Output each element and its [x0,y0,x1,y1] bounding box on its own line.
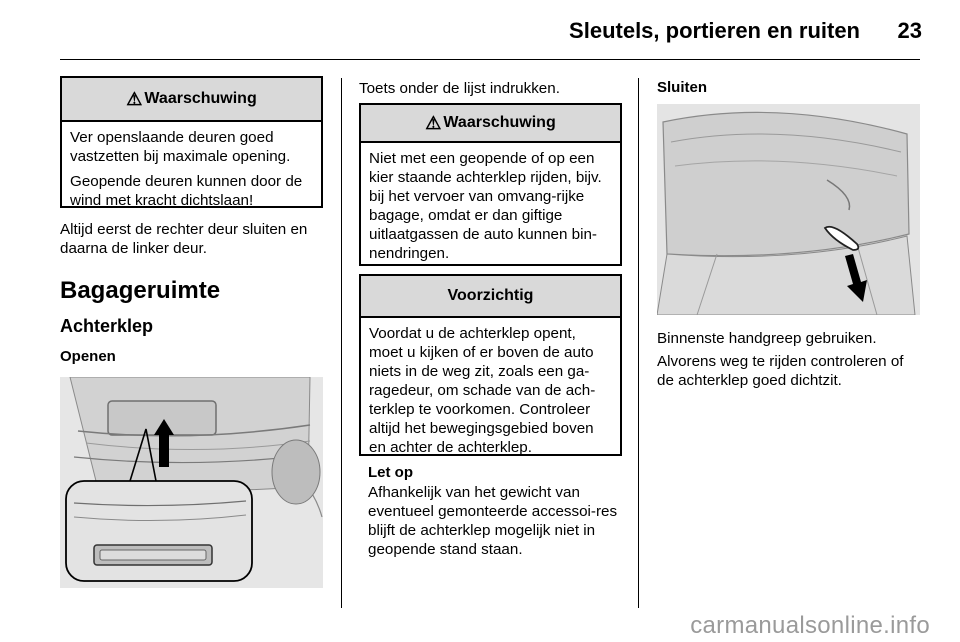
warning-box-body [361,143,620,269]
caution-box-body [361,318,620,463]
warning-title: Waarschuwing [144,90,257,107]
subheading-open: Openen [60,348,116,365]
subheading-close: Sluiten [657,79,708,96]
warning-box-header [62,78,321,122]
note-title: Let op [368,464,413,481]
caution-box [359,274,622,456]
intro-text: Toets onder de lijst indrukken. [359,80,560,97]
body-text-door-order: Altijd eerst de rechter deur sluiten en daarna de linker deur. [60,221,308,257]
note-text: Afhankelijk van het gewicht van eventueel gemonteerde accessoi-res blijft de achterklep mogelijk niet in geopende stand staan. [368,484,618,558]
tailgate-open-illustration [60,377,323,588]
subheading-tailgate: Achterklep [60,316,154,336]
warning-icon: ⚠ [425,113,442,133]
body-text-check: Alvorens weg te rijden controleren of de achterklep goed dichtzit. [657,353,904,389]
page-title: Sleutels, portieren en ruiten [569,18,860,43]
warning-box-body [62,122,321,216]
warning-box-exhaust [359,103,622,266]
warning-box-doors [60,76,323,208]
body-text-handle: Binnenste handgreep gebruiken. [657,330,877,347]
caution-paragraph: Voordat u de achterklep opent, moet u kijken of er boven de auto niets in de weg zit, zoals een ga-ragedeur, om schade van de ach-terklep te voorkomen. Controleer altijd het bewegingsgebied boven en achter de achterklep. [369,325,596,456]
warning-paragraph: Geopende deuren kunnen door de wind met kracht dichtslaan! [70,173,303,209]
caution-title: Voorzichtig [447,287,534,304]
page-number: 23 [897,18,922,43]
warning-paragraph: Ver openslaande deuren goed vastzetten bij maximale opening. [70,129,291,165]
column-divider-2 [638,78,639,608]
caution-box-header [361,276,620,318]
section-heading-luggage: Bagageruimte [60,277,221,304]
watermark: carmanualsonline.info [690,612,930,639]
warning-box-header [361,105,620,143]
warning-icon: ⚠ [126,89,143,109]
warning-title: Waarschuwing [443,114,556,131]
column-divider-1 [341,78,342,608]
tailgate-close-illustration [657,104,920,315]
warning-paragraph: Niet met een geopende of op een kier staande achterklep rijden, bijv. bij het vervoer van omvang-rijke bagage, omdat er dan giftige uitlaatgassen de auto kunnen bin-nendringen. [369,150,602,262]
header-divider [60,59,920,60]
